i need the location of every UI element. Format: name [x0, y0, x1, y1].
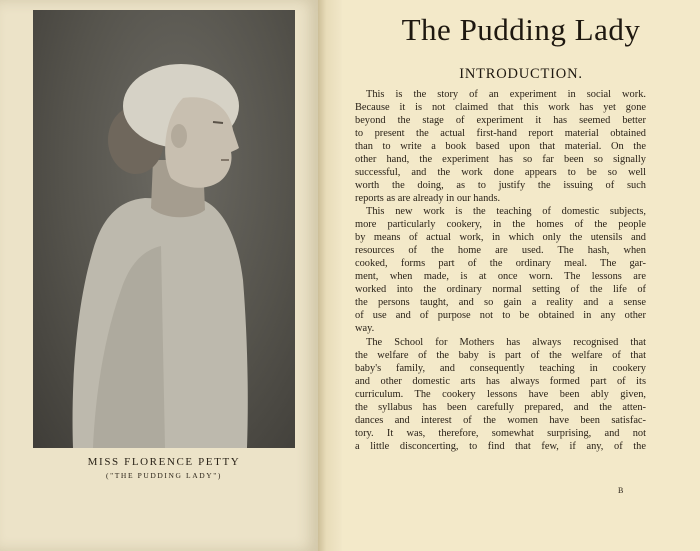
text-line: cooked, forms part of the ordinary meal. The gar- — [355, 258, 646, 269]
text-line: The School for Mothers has always recognised that — [366, 337, 646, 348]
portrait-eye — [213, 122, 223, 123]
text-line: resources of the home are used. The hash, when — [355, 245, 646, 256]
text-line: worth the doing, as to justify the issuing of such — [355, 180, 646, 191]
text-line: than to write a book based upon that material. On the — [355, 141, 646, 152]
text-line: by means of actual work, in which only the utensils and — [355, 232, 646, 243]
text-line: the welfare of the baby is part of the welfare of that — [355, 350, 646, 361]
text-line: tory. It was, therefore, somewhat surprising, and not — [355, 428, 646, 439]
text-line: successful, and the work done appears to be so well — [355, 167, 646, 178]
text-line: curriculum. The cookery lessons have been ably given, — [355, 389, 646, 400]
book-title: The Pudding Lady — [401, 12, 641, 47]
text-line: dances and interest of the women have been satisfac- — [355, 415, 646, 426]
portrait-photo — [33, 10, 295, 448]
portrait-figure — [33, 10, 295, 448]
text-line: of use and of purpose not to be obtained in any other — [355, 310, 646, 321]
text-line: way. — [355, 323, 375, 334]
text-line: other hand, the experiment has so far been so signally — [355, 154, 646, 165]
text-line: to present the actual first-hand report material obtained — [355, 128, 646, 139]
text-line: more particularly cookery, in the homes of the people — [355, 219, 646, 230]
text-line: This new work is the teaching of domestic subjects, — [366, 206, 646, 217]
text-line: the syllabus has been carefully prepared, and the atten- — [355, 402, 646, 413]
text-line: baby's family, and consequently teaching in cookery — [355, 363, 646, 374]
text-line: a little disconcerting, to find that few, if any, of the — [355, 441, 646, 452]
text-line: This is the story of an experiment in social work. — [366, 89, 646, 100]
section-heading: INTRODUCTION. — [459, 66, 583, 82]
text-line: and other domestic arts has always formed part of its — [355, 376, 646, 387]
text-line: worked into the ordinary normal setting of the life of — [355, 284, 646, 295]
portrait-subcaption: ("THE PUDDING LADY") — [105, 471, 223, 480]
text-line: ment, when made, is at once worn. The lessons are — [355, 271, 646, 282]
portrait-ear — [171, 124, 187, 148]
text-line: beyond the stage of experiment it has seemed better — [355, 115, 646, 126]
signature-mark: B — [618, 486, 624, 495]
text-line: the persons taught, and so gain a reality and a sense — [355, 297, 646, 308]
portrait-caption: MISS FLORENCE PETTY — [87, 456, 241, 468]
text-line: Because it is not claimed that this work has yet gone — [355, 102, 646, 113]
text-line: reports as are already in our hands. — [355, 193, 501, 204]
book-gutter — [318, 0, 342, 551]
